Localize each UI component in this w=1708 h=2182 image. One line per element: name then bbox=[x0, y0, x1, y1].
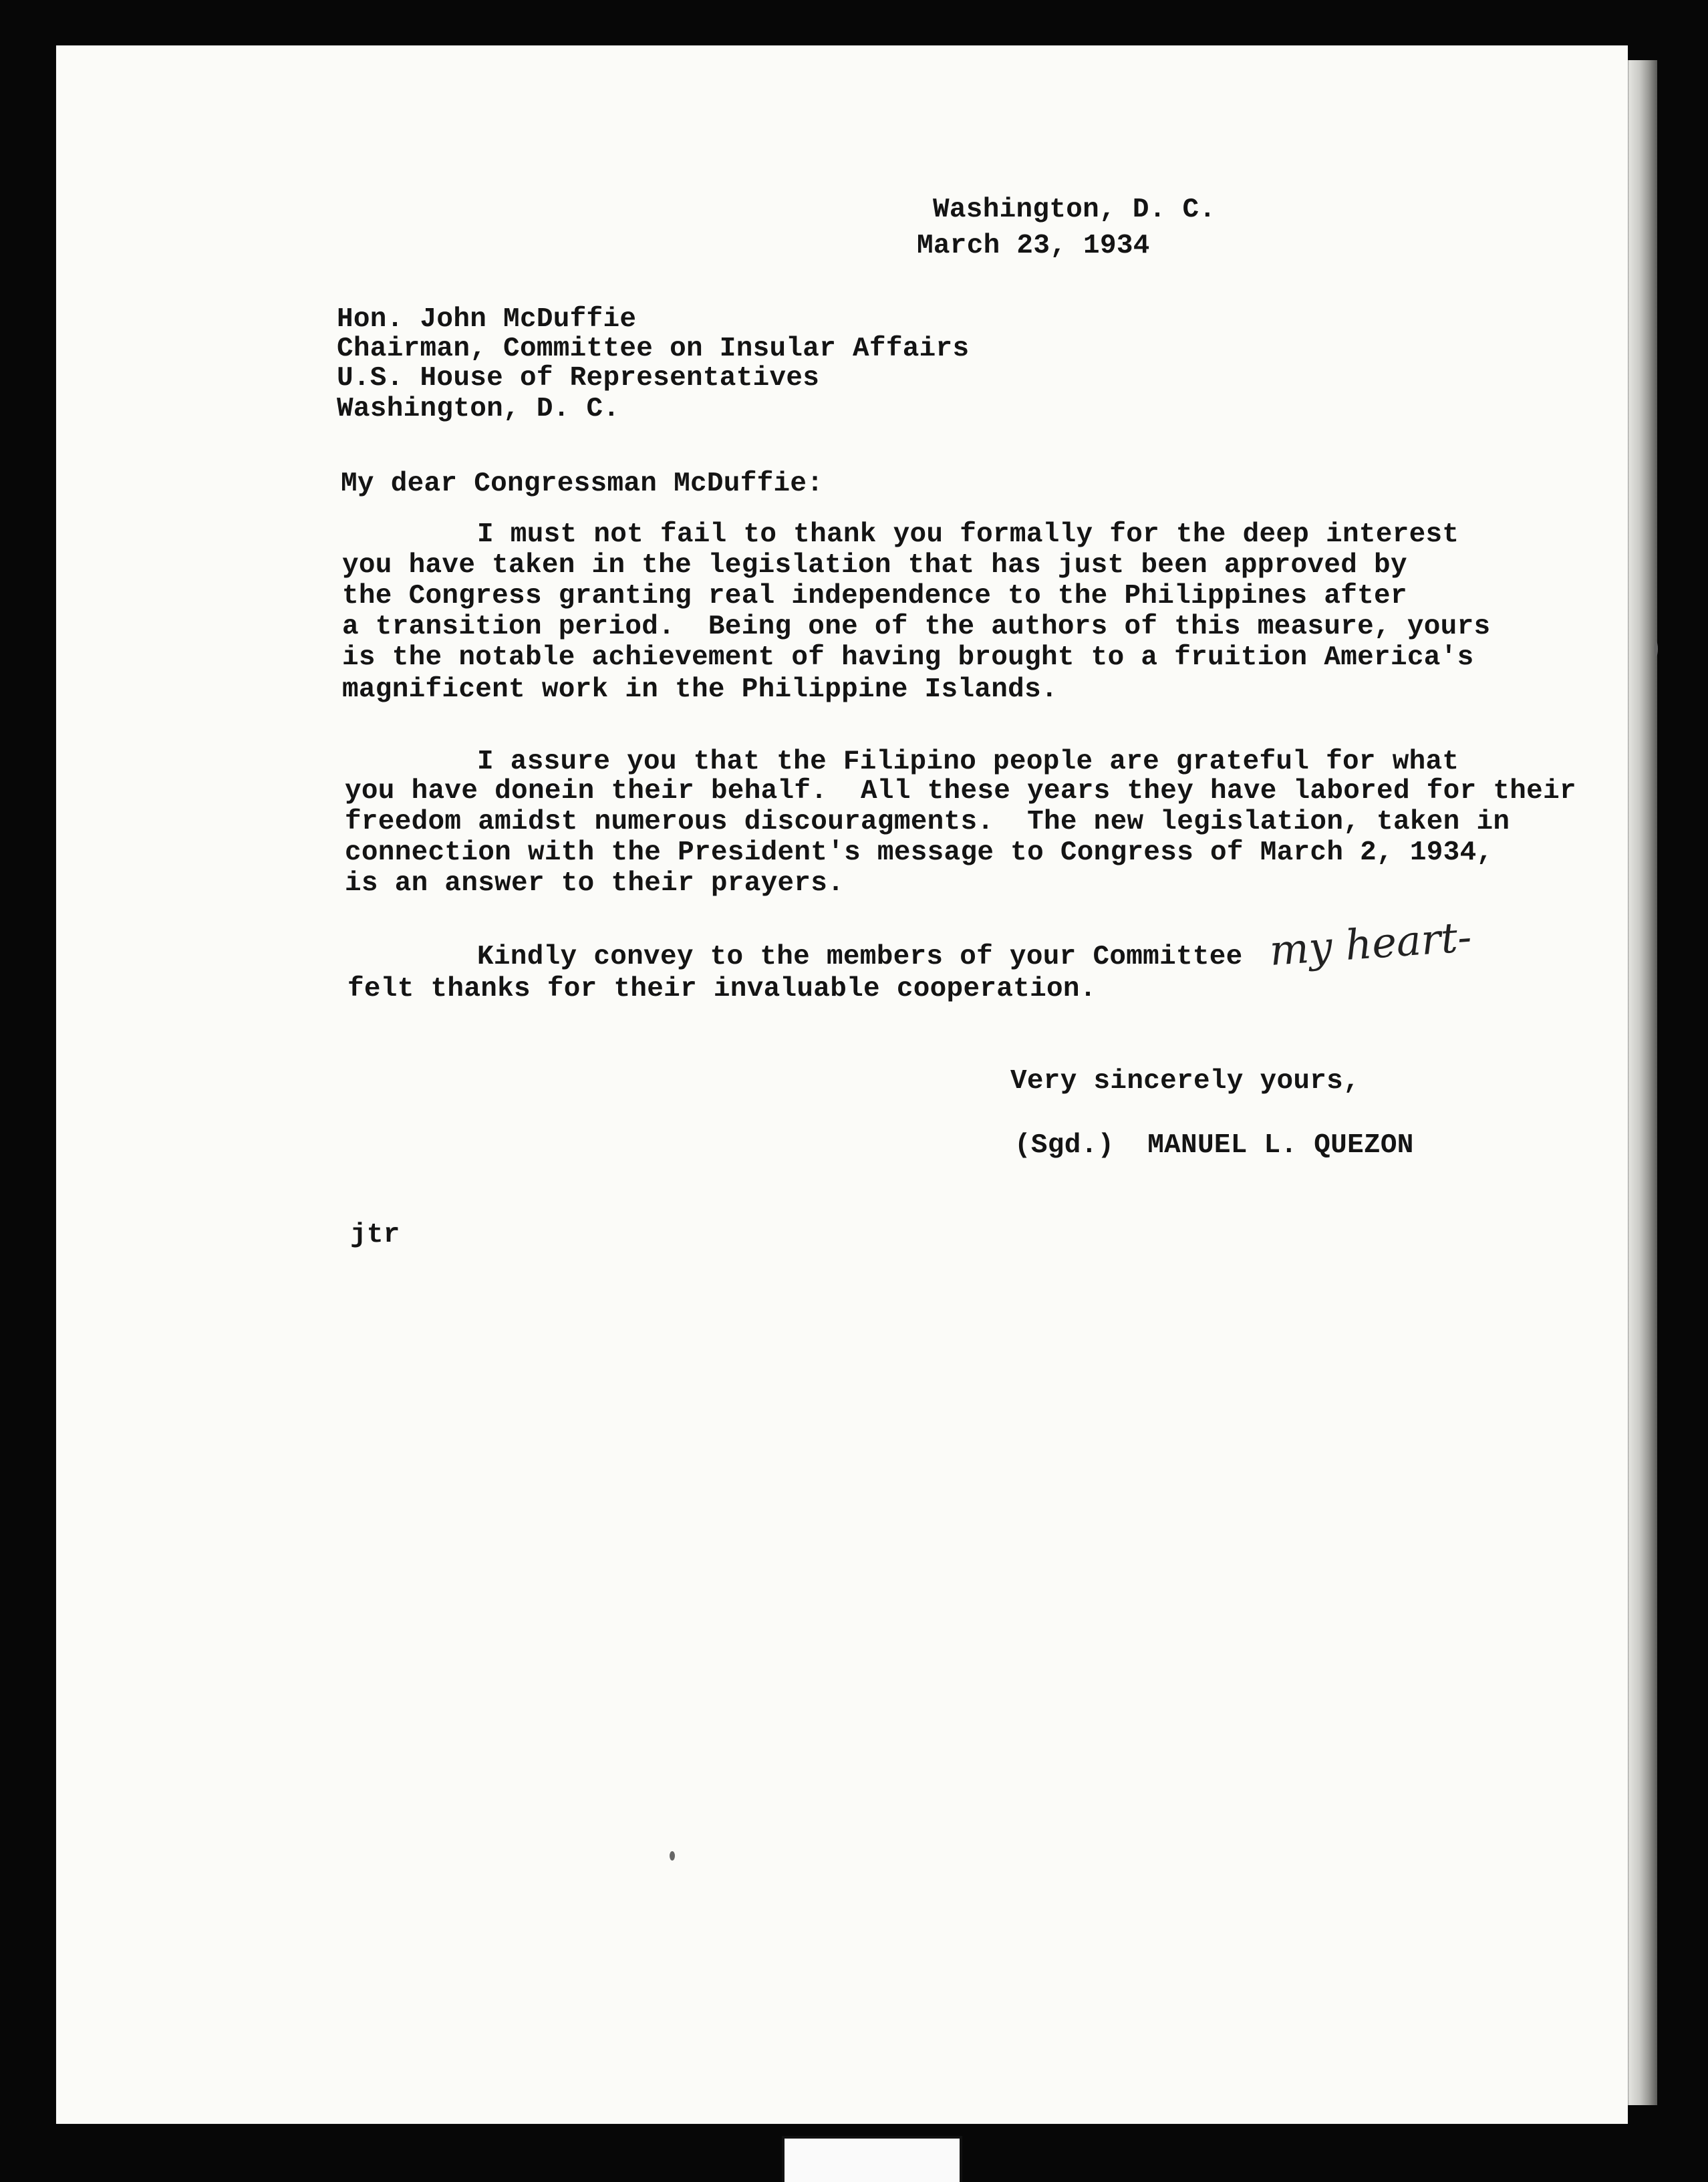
paragraph-line: a transition period. Being one of the authors of this measure, yours bbox=[342, 611, 1491, 642]
typist-initials: jtr bbox=[350, 1220, 400, 1250]
paragraph-line: I must not fail to thank you formally for the deep interest bbox=[477, 519, 1459, 550]
salutation: My dear Congressman McDuffie: bbox=[341, 468, 824, 499]
paragraph-line: is an answer to their prayers. bbox=[345, 868, 845, 899]
paragraph-line: you have taken in the legislation that has just been approved by bbox=[342, 550, 1407, 581]
recipient-name: Hon. John McDuffie bbox=[337, 304, 637, 335]
scan-speck bbox=[670, 1851, 675, 1861]
paragraph-line: Kindly convey to the members of your Committee bbox=[477, 942, 1243, 972]
paper-stack-edge bbox=[1628, 60, 1657, 2105]
paragraph-line: magnificent work in the Philippine Islands. bbox=[342, 674, 1058, 705]
place-line: Washington, D. C. bbox=[933, 194, 1216, 225]
date-line: March 23, 1934 bbox=[917, 231, 1150, 261]
complimentary-close: Very sincerely yours, bbox=[1010, 1066, 1360, 1097]
recipient-city: Washington, D. C. bbox=[337, 394, 620, 424]
paragraph-line: you have donein their behalf. All these years they have labored for their bbox=[345, 776, 1576, 807]
recipient-title: Chairman, Committee on Insular Affairs bbox=[337, 333, 970, 364]
paragraph-line: freedom amidst numerous discouragments. The new legislation, taken in bbox=[345, 807, 1510, 837]
scan-bottom-tab bbox=[782, 2136, 962, 2182]
scan-speck bbox=[1655, 642, 1658, 656]
paragraph-line: I assure you that the Filipino people are grateful for what bbox=[477, 746, 1459, 777]
recipient-institution: U.S. House of Representatives bbox=[337, 363, 820, 394]
paragraph-line: is the notable achievement of having brought to a fruition America's bbox=[342, 642, 1474, 673]
handwritten-insert: my heart- bbox=[1268, 912, 1473, 975]
paragraph-line: the Congress granting real independence to the Philippines after bbox=[342, 581, 1407, 611]
paragraph-line: connection with the President's message to Congress of March 2, 1934, bbox=[345, 837, 1493, 868]
signature-line: (Sgd.) MANUEL L. QUEZON bbox=[1014, 1130, 1414, 1161]
paragraph-line: felt thanks for their invaluable cooperation. bbox=[347, 974, 1097, 1004]
